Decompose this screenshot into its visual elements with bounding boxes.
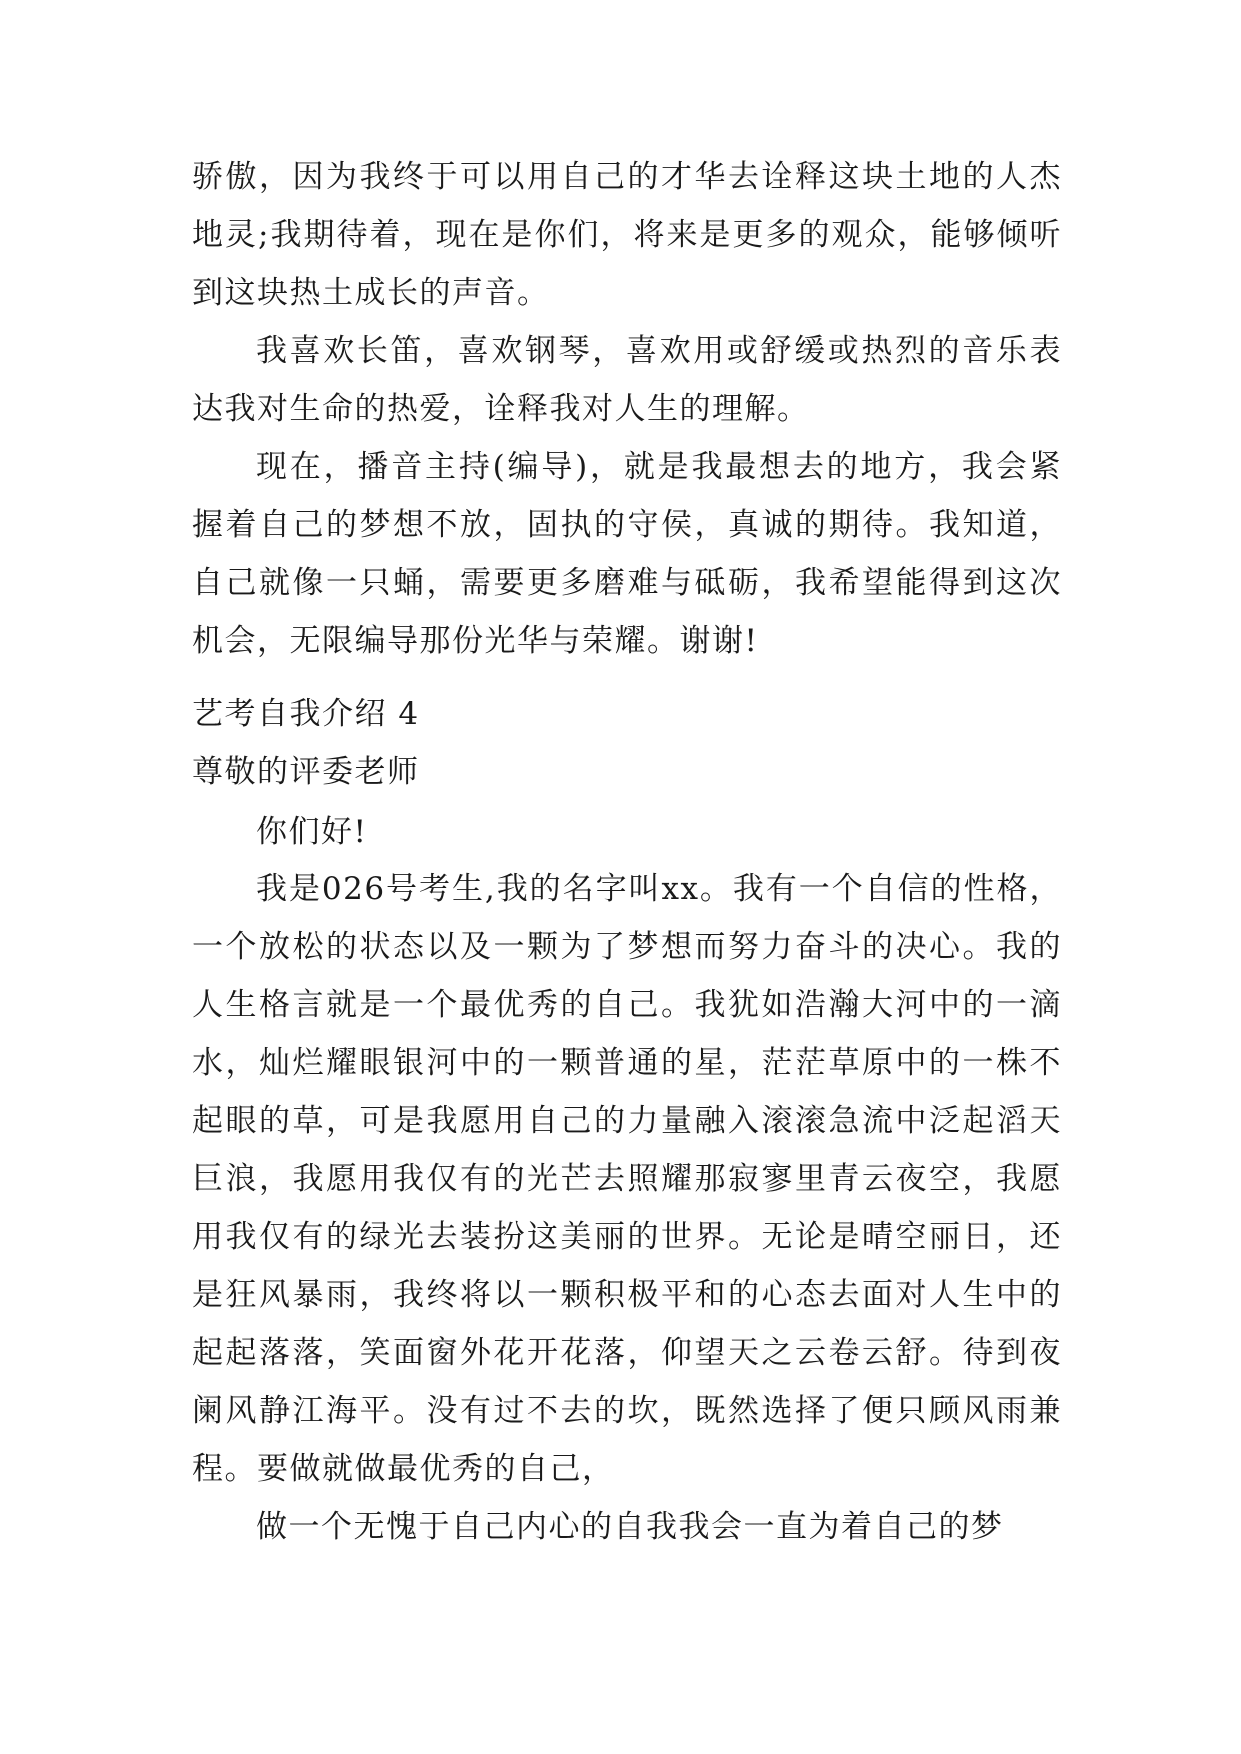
greeting: 你们好!	[256, 814, 368, 850]
body-paragraph: 我是026号考生,我的名字叫xx。我有一个自信的性格，一个放松的状态以及一颗为了梦想而努力奋斗的决心。我的人生格言就是一个最优秀的自己。我犹如浩瀚大河中的一滴水，灿烂耀眼银河中的一颗普通的星，茫茫草原中的一株不起眼的草，可是我愿用自己的力量融入滚滚急流中泛起滔天巨浪，我愿用我仅有的光芒去照耀那寂寥里青云夜空，我愿用我仅有的绿光去装扮这美丽的世界。无论是晴空丽日，还是狂风暴雨，我终将以一颗积极平和的心态去面对人生中的起起落落，笑面窗外花开花落，仰望天之云卷云舒。待到夜阑风静江海平。没有过不去的坎，既然选择了便只顾风雨兼程。要做就做最优秀的自己，	[192, 871, 1062, 1487]
bottom-body-text	[192, 860, 1062, 1556]
top-body-text	[192, 148, 1062, 670]
body-paragraph: 做一个无愧于自己内心的自我我会一直为着自己的梦	[256, 1509, 1004, 1545]
section-title: 艺考自我介绍 4	[192, 696, 420, 732]
body-paragraph: 现在，播音主持(编导)，就是我最想去的地方，我会紧握着自己的梦想不放，固执的守侯，真诚的期待。我知道，自己就像一只蛹，需要更多磨难与砥砺，我希望能得到这次机会，无限编导那份光华与荣耀。谢谢!	[192, 449, 1062, 659]
body-paragraph: 我喜欢长笛，喜欢钢琴，喜欢用或舒缓或热烈的音乐表达我对生命的热爱，诠释我对人生的理解。	[192, 333, 1062, 427]
salutation: 尊敬的评委老师	[192, 754, 420, 790]
body-paragraph: 骄傲，因为我终于可以用自己的才华去诠释这块土地的人杰地灵;我期待着，现在是你们，将来是更多的观众，能够倾听到这块热土成长的声音。	[192, 159, 1062, 311]
